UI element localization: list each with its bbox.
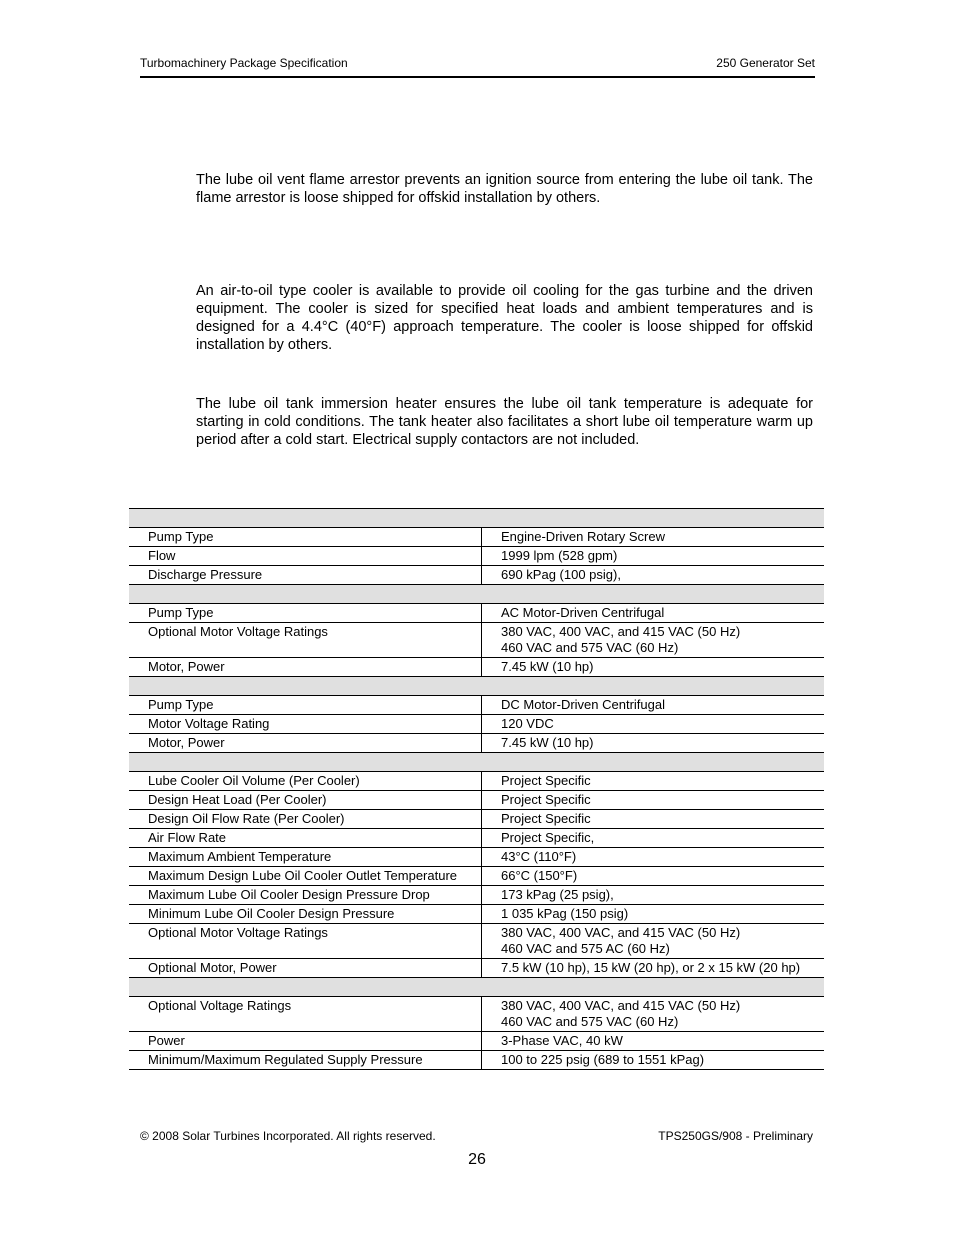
spec-value-line: Project Specific, [501, 830, 595, 845]
table-row [129, 604, 824, 623]
spec-value-line: 460 VAC and 575 VAC (60 Hz) [501, 640, 679, 655]
spec-label: Power [129, 1032, 482, 1051]
spec-label: Optional Motor Voltage Ratings [129, 924, 482, 959]
footer-document-id: TPS250GS/908 - Preliminary [658, 1129, 813, 1143]
spec-value [482, 848, 825, 867]
spec-value-line: 100 to 225 psig (689 to 1551 kPag) [501, 1052, 705, 1067]
spec-value [482, 566, 825, 585]
paragraph-flame-arrestor: The lube oil vent flame arrestor prevents an ignition source from entering the lube oil tank. The flame arrestor is loose shipped for offskid installation by others. [196, 172, 813, 206]
header-title: Turbomachinery Package Specification [140, 56, 348, 70]
section-header-row [129, 585, 824, 604]
spec-label: Pump Type [129, 604, 482, 623]
spec-value [482, 547, 825, 566]
table-row [129, 547, 824, 566]
spec-value-line: 1999 lpm (528 gpm) [501, 548, 618, 563]
page-header [140, 55, 815, 78]
spec-value [482, 905, 825, 924]
spec-label: Maximum Design Lube Oil Cooler Outlet Temperature [129, 867, 482, 886]
spec-value-line: Project Specific [501, 792, 591, 807]
table-row [129, 1032, 824, 1051]
table-row [129, 997, 824, 1032]
section-header-cell [129, 753, 824, 772]
spec-label: Lube Cooler Oil Volume (Per Cooler) [129, 772, 482, 791]
header-product: 250 Generator Set [716, 56, 815, 70]
spec-label: Design Oil Flow Rate (Per Cooler) [129, 810, 482, 829]
spec-label: Motor Voltage Rating [129, 715, 482, 734]
section-header-row [129, 509, 824, 528]
spec-value [482, 959, 825, 978]
spec-label: Pump Type [129, 696, 482, 715]
section-header-cell [129, 677, 824, 696]
table-row [129, 905, 824, 924]
spec-value-line: 460 VAC and 575 AC (60 Hz) [501, 941, 670, 956]
table-row [129, 1051, 824, 1070]
spec-value-line: Engine-Driven Rotary Screw [501, 529, 666, 544]
spec-value [482, 715, 825, 734]
spec-value-line: Project Specific [501, 811, 591, 826]
section-header-cell [129, 978, 824, 997]
spec-value [482, 867, 825, 886]
spec-value-line: 460 VAC and 575 VAC (60 Hz) [501, 1014, 679, 1029]
spec-value [482, 658, 825, 677]
table-row [129, 810, 824, 829]
table-row [129, 696, 824, 715]
table-row [129, 924, 824, 959]
table-row [129, 623, 824, 658]
spec-value [482, 623, 825, 658]
spec-value [482, 734, 825, 753]
section-header-row [129, 753, 824, 772]
section-header-row [129, 677, 824, 696]
spec-value [482, 1032, 825, 1051]
spec-value-line: 380 VAC, 400 VAC, and 415 VAC (50 Hz) [501, 998, 741, 1013]
spec-value-line: 690 kPag (100 psig), [501, 567, 621, 582]
spec-value-line: AC Motor-Driven Centrifugal [501, 605, 665, 620]
table-row [129, 886, 824, 905]
spec-value-line: DC Motor-Driven Centrifugal [501, 697, 665, 712]
spec-value [482, 829, 825, 848]
spec-label: Design Heat Load (Per Cooler) [129, 791, 482, 810]
page-number: 26 [468, 1151, 486, 1168]
table-row [129, 772, 824, 791]
spec-value-line: 380 VAC, 400 VAC, and 415 VAC (50 Hz) [501, 624, 741, 639]
table-row [129, 734, 824, 753]
spec-label: Optional Motor, Power [129, 959, 482, 978]
table-row [129, 658, 824, 677]
spec-value-line: 1 035 kPag (150 psig) [501, 906, 629, 921]
spec-value [482, 1051, 825, 1070]
spec-label: Motor, Power [129, 734, 482, 753]
spec-label: Maximum Lube Oil Cooler Design Pressure Drop [129, 886, 482, 905]
spec-value [482, 886, 825, 905]
spec-label: Air Flow Rate [129, 829, 482, 848]
spec-value [482, 528, 825, 547]
paragraph-oil-cooler: An air-to-oil type cooler is available to provide oil cooling for the gas turbine and the driven equipment. The cooler is sized for specified heat loads and ambient temperatures and is designed for a 4.4°C (40°F) approach temperature. The cooler is loose shipped for offskid installation by others. [196, 283, 813, 353]
spec-value [482, 924, 825, 959]
specification-table [129, 508, 824, 1070]
spec-value [482, 791, 825, 810]
spec-value [482, 696, 825, 715]
spec-label: Flow [129, 547, 482, 566]
footer-copyright: © 2008 Solar Turbines Incorporated. All rights reserved. [140, 1129, 436, 1143]
spec-label: Discharge Pressure [129, 566, 482, 585]
table-row [129, 829, 824, 848]
table-row [129, 867, 824, 886]
spec-value-line: 7.45 kW (10 hp) [501, 659, 594, 674]
spec-value-line: 66°C (150°F) [501, 868, 578, 883]
spec-label: Minimum Lube Oil Cooler Design Pressure [129, 905, 482, 924]
table-row [129, 848, 824, 867]
section-header-cell [129, 585, 824, 604]
spec-value-line: 3-Phase VAC, 40 kW [501, 1033, 623, 1048]
spec-value [482, 810, 825, 829]
spec-value-line: 173 kPag (25 psig), [501, 887, 614, 902]
section-header-cell [129, 509, 824, 528]
spec-value [482, 772, 825, 791]
spec-label: Optional Voltage Ratings [129, 997, 482, 1032]
spec-value-line: Project Specific [501, 773, 591, 788]
spec-value-line: 120 VDC [501, 716, 554, 731]
spec-label: Minimum/Maximum Regulated Supply Pressure [129, 1051, 482, 1070]
spec-label: Optional Motor Voltage Ratings [129, 623, 482, 658]
paragraph-tank-heater: The lube oil tank immersion heater ensures the lube oil tank temperature is adequate for starting in cold conditions. The tank heater also facilitates a short lube oil temperature warm up period after a cold start. Electrical supply contactors are not included. [196, 396, 813, 448]
spec-value-line: 43°C (110°F) [501, 849, 577, 864]
table-row [129, 566, 824, 585]
spec-value [482, 604, 825, 623]
spec-value-line: 380 VAC, 400 VAC, and 415 VAC (50 Hz) [501, 925, 741, 940]
spec-label: Pump Type [129, 528, 482, 547]
spec-value [482, 997, 825, 1032]
spec-label: Maximum Ambient Temperature [129, 848, 482, 867]
spec-label: Motor, Power [129, 658, 482, 677]
spec-value-line: 7.45 kW (10 hp) [501, 735, 594, 750]
spec-value-line: 7.5 kW (10 hp), 15 kW (20 hp), or 2 x 15 kW (20 hp) [501, 960, 801, 975]
table-row [129, 528, 824, 547]
table-row [129, 715, 824, 734]
table-row [129, 791, 824, 810]
section-header-row [129, 978, 824, 997]
table-row [129, 959, 824, 978]
